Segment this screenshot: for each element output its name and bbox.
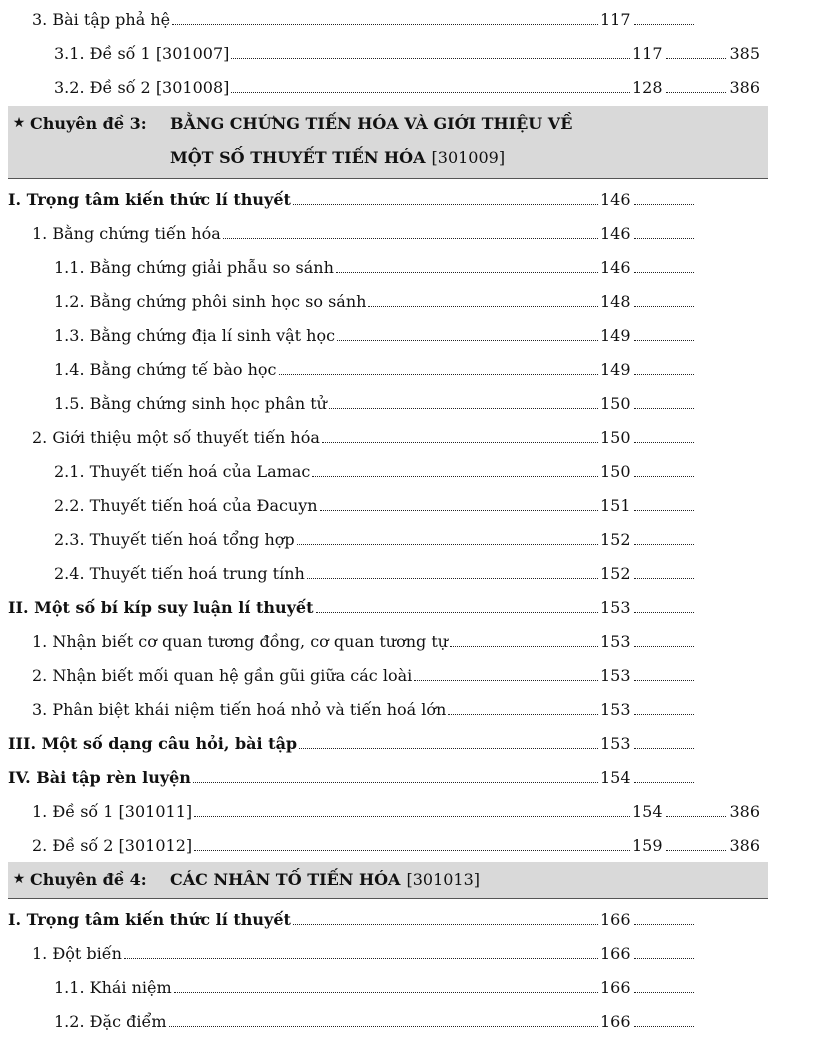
toc-page-number: 150 bbox=[600, 393, 631, 413]
toc-page-number: 153 bbox=[600, 699, 631, 719]
chapter-4-header[interactable] bbox=[8, 862, 768, 899]
toc-entry-title: 2. Đề số 2 [301012] bbox=[32, 835, 193, 855]
chapter-title-line2: MỘT SỐ THUYẾT TIẾN HÓA bbox=[170, 147, 426, 167]
dot-leader bbox=[194, 850, 630, 851]
toc-row[interactable] bbox=[54, 36, 760, 70]
toc-answer-page: 385 bbox=[729, 43, 760, 63]
toc-page-number: 150 bbox=[600, 461, 631, 481]
dot-leader-2 bbox=[666, 816, 726, 817]
toc-entry-title: 1.1. Khái niệm bbox=[54, 977, 172, 997]
toc-answer-page: 386 bbox=[729, 801, 760, 821]
dot-leader bbox=[322, 442, 598, 443]
dot-leader bbox=[316, 612, 599, 613]
dot-leader bbox=[193, 782, 598, 783]
chapter-label: Chuyên đề 3: bbox=[30, 113, 147, 133]
toc-entry-title: 3.1. Đề số 1 [301007] bbox=[54, 43, 230, 63]
toc-page-number: 166 bbox=[600, 909, 631, 929]
toc-row[interactable] bbox=[54, 70, 760, 104]
toc-page-number: 146 bbox=[600, 257, 631, 277]
dot-leader bbox=[172, 24, 598, 25]
dot-leader bbox=[297, 544, 598, 545]
dot-leader bbox=[337, 340, 598, 341]
toc-entry-title: 1.1. Bằng chứng giải phẫu so sánh bbox=[54, 257, 334, 277]
toc-row[interactable] bbox=[8, 760, 728, 794]
toc-row[interactable] bbox=[54, 352, 728, 386]
toc-row[interactable] bbox=[32, 624, 728, 658]
toc-page-number: 153 bbox=[600, 631, 631, 651]
dot-leader bbox=[414, 680, 598, 681]
dot-leader-2 bbox=[634, 992, 694, 993]
toc-page-number: 153 bbox=[600, 665, 631, 685]
toc-page-number: 128 bbox=[632, 77, 663, 97]
dot-leader bbox=[231, 92, 630, 93]
toc-page-number: 152 bbox=[600, 563, 631, 583]
toc-row[interactable] bbox=[32, 828, 760, 862]
toc-entry-title: III. Một số dạng câu hỏi, bài tập bbox=[8, 733, 298, 753]
toc-entry-title: 2.2. Thuyết tiến hoá của Đacuyn bbox=[54, 495, 318, 515]
dot-leader bbox=[174, 992, 598, 993]
toc-entry-title: 1.2. Đặc điểm bbox=[54, 1011, 167, 1031]
toc-row[interactable] bbox=[54, 454, 728, 488]
toc-row[interactable] bbox=[32, 2, 728, 36]
toc-entry-title: 2. Giới thiệu một số thuyết tiến hóa bbox=[32, 427, 320, 447]
toc-page-number: 146 bbox=[600, 189, 631, 209]
toc-entry-title: 3.2. Đề số 2 [301008] bbox=[54, 77, 230, 97]
toc-page-number: 166 bbox=[600, 977, 631, 997]
dot-leader-2 bbox=[666, 850, 726, 851]
dot-leader-2 bbox=[634, 374, 694, 375]
toc-entry-title: II. Một số bí kíp suy luận lí thuyết bbox=[8, 597, 314, 617]
toc-page-number: 154 bbox=[632, 801, 663, 821]
toc-row[interactable] bbox=[8, 726, 728, 760]
toc-page-number: 166 bbox=[600, 1011, 631, 1031]
toc-page-number: 159 bbox=[632, 835, 663, 855]
toc-page-number: 149 bbox=[600, 359, 631, 379]
toc-page-number: 154 bbox=[600, 767, 631, 787]
toc-page-number: 152 bbox=[600, 529, 631, 549]
toc-page-number: 151 bbox=[600, 495, 631, 515]
toc-entry-title: 3. Bài tập phả hệ bbox=[32, 9, 171, 29]
dot-leader bbox=[368, 306, 598, 307]
toc-entry-title: 2.1. Thuyết tiến hoá của Lamac bbox=[54, 461, 311, 481]
dot-leader-2 bbox=[634, 544, 694, 545]
toc-row[interactable] bbox=[8, 902, 728, 936]
dot-leader bbox=[231, 58, 630, 59]
dot-leader-2 bbox=[634, 578, 694, 579]
dot-leader-2 bbox=[634, 782, 694, 783]
dot-leader-2 bbox=[634, 924, 694, 925]
toc-page-number: 150 bbox=[600, 427, 631, 447]
dot-leader-2 bbox=[634, 340, 694, 341]
dot-leader bbox=[320, 510, 598, 511]
chapter-code: [301009] bbox=[431, 147, 506, 167]
toc-row[interactable] bbox=[54, 970, 728, 1004]
toc-entry-title: 1. Đề số 1 [301011] bbox=[32, 801, 193, 821]
dot-leader-2 bbox=[634, 204, 694, 205]
chapter-code: [301013] bbox=[406, 869, 481, 889]
toc-page-number: 148 bbox=[600, 291, 631, 311]
toc-row[interactable] bbox=[8, 182, 728, 216]
toc-row[interactable] bbox=[32, 420, 728, 454]
toc-answer-page: 386 bbox=[729, 77, 760, 97]
toc-entry-title: 2.3. Thuyết tiến hoá tổng hợp bbox=[54, 529, 295, 549]
toc-row[interactable] bbox=[54, 386, 728, 420]
toc-row[interactable] bbox=[32, 794, 760, 828]
chapter-3-header[interactable] bbox=[8, 106, 768, 179]
dot-leader bbox=[223, 238, 598, 239]
toc-entry-title: 1. Đột biến bbox=[32, 943, 122, 963]
toc-row[interactable] bbox=[32, 216, 728, 250]
dot-leader bbox=[169, 1026, 599, 1027]
dot-leader-2 bbox=[634, 238, 694, 239]
dot-leader-2 bbox=[634, 958, 694, 959]
toc-entry-title: 1.4. Bằng chứng tế bào học bbox=[54, 359, 277, 379]
toc-row[interactable] bbox=[54, 522, 728, 556]
dot-leader-2 bbox=[634, 24, 694, 25]
toc-entry-title: 2. Nhận biết mối quan hệ gần gũi giữa các loài bbox=[32, 665, 413, 685]
toc-entry-title: 1.2. Bằng chứng phôi sinh học so sánh bbox=[54, 291, 367, 311]
toc-entry-title: 1.5. Bằng chứng sinh học phân tử bbox=[54, 393, 327, 413]
toc-entry-title: I. Trọng tâm kiến thức lí thuyết bbox=[8, 189, 291, 209]
dot-leader-2 bbox=[666, 92, 726, 93]
toc-page-number: 153 bbox=[600, 597, 631, 617]
dot-leader-2 bbox=[634, 272, 694, 273]
dot-leader bbox=[293, 924, 598, 925]
toc-entry-title: 3. Phân biệt khái niệm tiến hoá nhỏ và tiến hoá lớn bbox=[32, 699, 447, 719]
chapter-title-line1: CÁC NHÂN TỐ TIẾN HÓA bbox=[170, 869, 401, 889]
dot-leader-2 bbox=[634, 714, 694, 715]
star-icon: ★ bbox=[12, 871, 26, 887]
toc-page-number: 153 bbox=[600, 733, 631, 753]
dot-leader-2 bbox=[634, 646, 694, 647]
star-icon: ★ bbox=[12, 115, 26, 131]
toc-entry-title: 1. Nhận biết cơ quan tương đồng, cơ quan tương tự bbox=[32, 631, 449, 651]
dot-leader bbox=[450, 646, 598, 647]
toc-answer-page: 386 bbox=[729, 835, 760, 855]
dot-leader bbox=[194, 816, 630, 817]
toc-entry-title: 1.3. Bằng chứng địa lí sinh vật học bbox=[54, 325, 336, 345]
dot-leader bbox=[299, 748, 598, 749]
dot-leader-2 bbox=[634, 1026, 694, 1027]
chapter-title-line1: BẰNG CHỨNG TIẾN HÓA VÀ GIỚI THIỆU VỀ bbox=[170, 113, 573, 133]
dot-leader-2 bbox=[634, 748, 694, 749]
dot-leader bbox=[307, 578, 598, 579]
toc-page-number: 149 bbox=[600, 325, 631, 345]
chapter-label: Chuyên đề 4: bbox=[30, 869, 147, 889]
dot-leader-2 bbox=[634, 612, 694, 613]
dot-leader bbox=[312, 476, 598, 477]
dot-leader bbox=[336, 272, 598, 273]
dot-leader-2 bbox=[634, 680, 694, 681]
dot-leader-2 bbox=[666, 58, 726, 59]
toc-row[interactable] bbox=[54, 250, 728, 284]
dot-leader-2 bbox=[634, 408, 694, 409]
toc-row[interactable] bbox=[32, 658, 728, 692]
toc-entry-title: IV. Bài tập rèn luyện bbox=[8, 767, 191, 787]
toc-row[interactable] bbox=[32, 692, 728, 726]
toc-row[interactable] bbox=[32, 936, 728, 970]
toc-row[interactable] bbox=[54, 488, 728, 522]
toc-page-number: 117 bbox=[632, 43, 663, 63]
toc-row[interactable] bbox=[54, 556, 728, 590]
toc-row[interactable] bbox=[54, 1004, 728, 1038]
dot-leader bbox=[124, 958, 598, 959]
toc-row[interactable] bbox=[54, 318, 728, 352]
dot-leader-2 bbox=[634, 476, 694, 477]
dot-leader bbox=[448, 714, 598, 715]
toc-entry-title: I. Trọng tâm kiến thức lí thuyết bbox=[8, 909, 291, 929]
dot-leader bbox=[293, 204, 598, 205]
dot-leader-2 bbox=[634, 306, 694, 307]
toc-page-number: 166 bbox=[600, 943, 631, 963]
dot-leader bbox=[329, 408, 598, 409]
toc-page-number: 117 bbox=[600, 9, 631, 29]
toc-row[interactable] bbox=[8, 590, 728, 624]
dot-leader-2 bbox=[634, 510, 694, 511]
toc-row[interactable] bbox=[54, 284, 728, 318]
dot-leader-2 bbox=[634, 442, 694, 443]
toc-page-number: 146 bbox=[600, 223, 631, 243]
toc-entry-title: 1. Bằng chứng tiến hóa bbox=[32, 223, 221, 243]
toc-entry-title: 2.4. Thuyết tiến hoá trung tính bbox=[54, 563, 305, 583]
dot-leader bbox=[279, 374, 598, 375]
